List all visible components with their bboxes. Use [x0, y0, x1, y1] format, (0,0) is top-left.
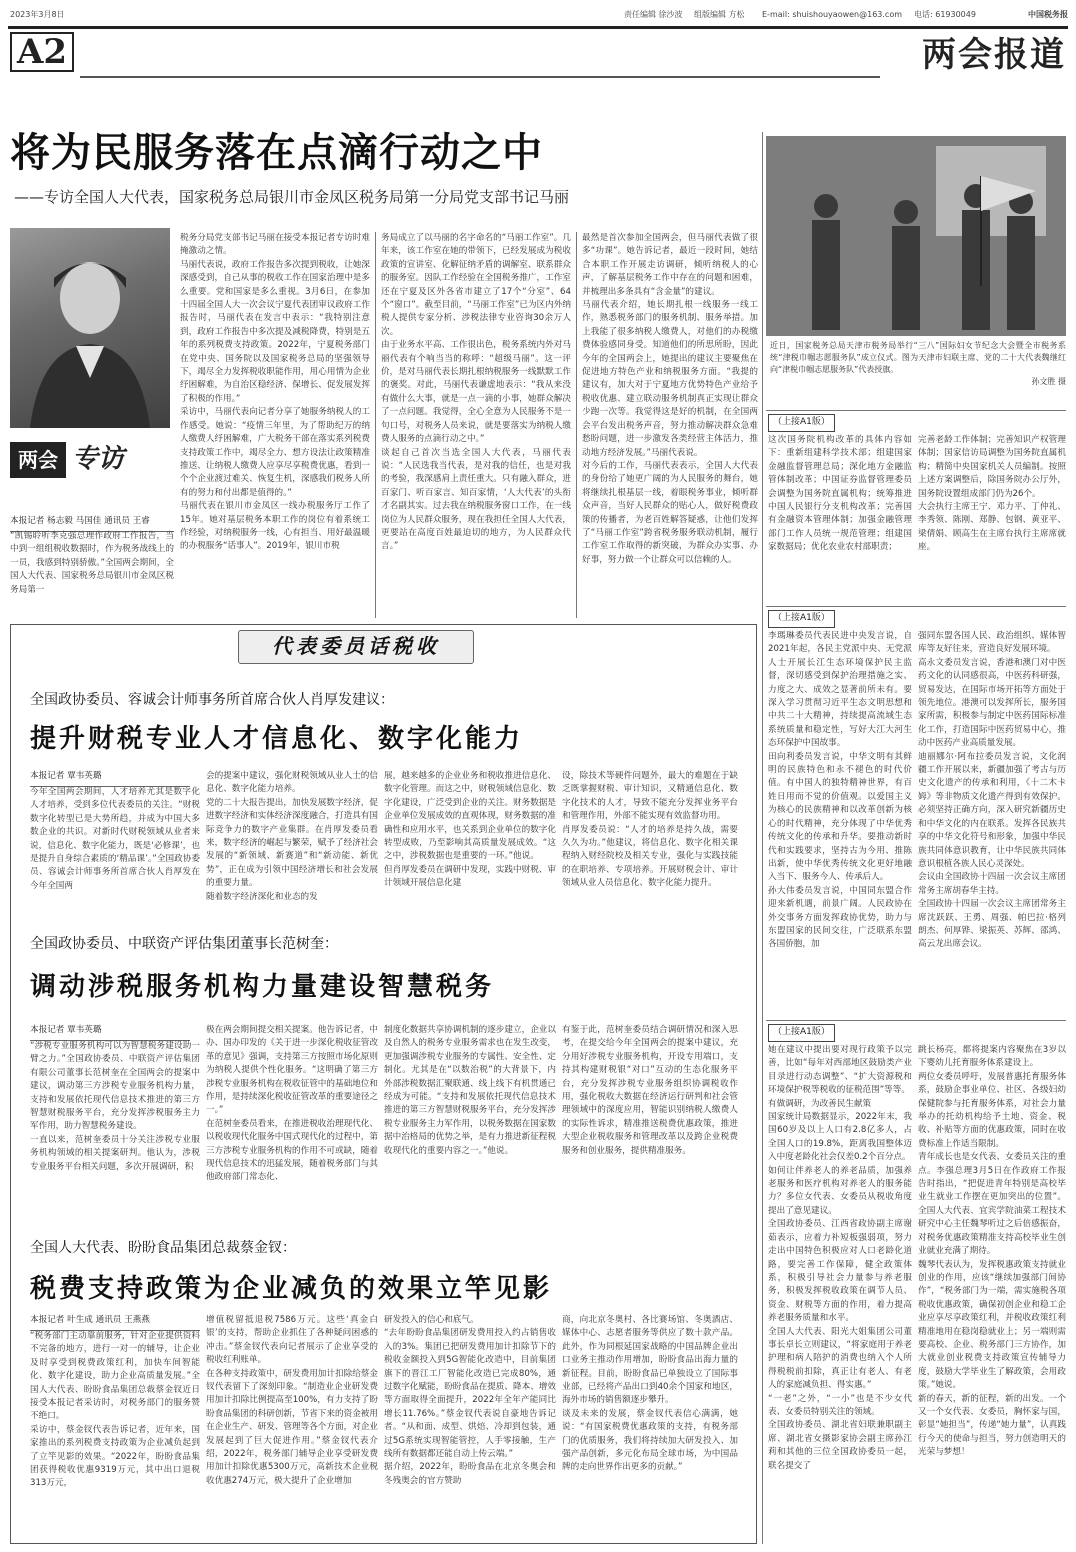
section-rule: [766, 606, 1066, 607]
item-1-intro: 全国政协委员、容诚会计师事务所首席合伙人肖厚发建议：: [30, 692, 394, 708]
right-story-1-col-b: 完善老龄工作体制；完善知识产权管理体制；国家信访局调整为国务院直属机构；精简中央国家机关人员编制。按照上述方案调整后，除国务院办公厅外，国务院设置组成部门仍为26个。 大会执行主席王宁、邓力平、丁仲礼、李秀领、陈刚、郑静、包钢、黄亚平、梁倩娟、顾高生在主席台执行主席席就座。: [918, 435, 1066, 553]
forum-banner: 代表委员话税收: [238, 630, 474, 664]
continuation-label: [768, 1024, 835, 1046]
item-2-col-2: 极在两会期间提交相关提案。他告诉记者，中办、国办印发的《关于进一步深化税收征管改革的意见》强调，支持第三方按照市场化原则为纳税人提供个性化服务。“这明确了第三方涉税专业服务机构在税收征管中的基础地位和作用，是持续深化税收征管改革的重要途径之一。” 在范树奎委员看来，在推进税收治理现代化、以税收现代化服务中国式现代化的过程中，第三方涉税专业服务机构的作用不可或缺，随着现代信息技术的迅猛发展，随着税务部门与其他政府部门常态化、: [206, 1025, 378, 1183]
item-3-intro: 全国人大代表、盼盼食品集团总裁蔡金钗：: [30, 1240, 296, 1256]
item-3-col-1: “税务部门主动靠前服务，针对企业提供资料不完备的地方，进行一对一的辅导，让企业及时享受到税费政策红利，加快车间智能化、数字化建设，助力企业高质量发展。”全国人大代表、盼盼食品集团总裁蔡金钗近日接受本报记者采访时，对税务部门的服务赞不绝口。 采访中，蔡金钗代表告诉记者，近年来，国家推出的系列税费支持政策为企业减负起到了立竿见影的效果。“2022年，盼盼食品集团获得税收优惠9319万元，其中出口退税313万元，: [30, 1331, 200, 1489]
issue-date: 2023年3月8日: [10, 10, 65, 19]
caption-text: 近日，国家税务总局天津市税务局举行“三八”国际妇女节纪念大会暨全市税务系统“津税巾帼志愿服务队”成立仪式。图为天津市妇联主席、党的二十大代表魏继红向“津税巾帼志愿服务队”代表授旗。: [770, 341, 1066, 374]
right-story-3-col-b: 跳长杨亮，都将提案内容聚焦在3岁以下婴幼儿托育服务体系建设上。 两位女委员呼吁，发展普惠托育服务体系，鼓励企事业单位、社区、各级妇幼保健院参与托育服务体系，对社会力量举办的托幼机构给予土地、资金、税收、补贴等方面的优惠政策，同时在收费标准上作适当限制。 青年成长也是女代表、女委员关注的重点。李强总理3月5日在作政府工作报告时指出，“把促进青年特别是高校毕业生就业工作摆在更加突出的位置”。全国人大代表、宜宾学院油菜工程技术研究中心主任魏琴听过之后倍感振奋，对税务优惠政策精准支持高校毕业生创业就业充满了期待。 魏琴代表认为，发挥税惠政策支持就业创业的作用，应该“继续加强部门间协作”，“税务部门为一端，需实施税各项税收优惠政策，确保初创企业和稳工企业应享尽享政策红利，并税收政策红利精准地用在稳岗稳就业上；另一端则需要高校、企业、税务部门三方协作，加大就业创业税费支持政策宣传辅导力度，鼓励大学毕业生了解政策，会用政策。”她说。 新的春天，新的征程，新的出发。一个又一个女代表、女委员，胸怀家与国，彰显“她担当”，传递“她力量”，认真践行今天的使命与担当，努力创造明天的光荣与梦想！: [918, 1045, 1066, 1458]
paper-name: 中国税务报: [1028, 10, 1068, 19]
lead-column-4: 最然是首次参加全国两会，但马丽代表做了很多“功课”。她告诉记者，最近一段时间，她结合本职工作开展走访调研，倾听纳税人的心声，了解基层税务工作中存在的问题和困难，并梳理出多条具有“含金量”的建议。 马丽代表介绍，她长期扎根一线服务一线工作，熟悉税务部门的服务机制、服务举措。加上我能了很多纳税人缴费人，对他们的办税缴费体验感同身受。知道他们的所思所盼，因此今年的全国两会上，她提出的建议主要聚焦在促进地方特色产业和纳税服务方面。“我提的建议有，加大对于宁夏地方优势特色产业给予税收优惠、建立联动服务机制真正实现让群众少跑一次等。我觉得这是好的机制，在全国两会平台发出税务声音，努力推动解决群众急难愁盼问题，进一步激发各类经营主体活力，推动地方经济发展。”马丽代表说。 对今后的工作，马丽代表表示，全国人大代表的身份给了她更广阔的为人民服务的舞台，她将继续扎根基层一线，着眼税务事业，倾听群众声音，当好人民群众的贴心人，做好税费政策的传播者，为老百姓解答疑惑，让他们发挥了“马丽工作室”跨省税务服务联动机制，履行工作室工作取得的新突破，为群众办实事、办好事，努力做一个让群众可以信赖的人。: [582, 233, 758, 565]
portrait-photo: [10, 228, 170, 428]
designer-credit: 组版编辑 方松: [694, 10, 745, 19]
section-title: 两会报道: [922, 35, 1066, 75]
news-photo: [766, 136, 1066, 336]
section-rule: [766, 410, 1066, 411]
lead-byline: 本报记者 杨志毅 马国佳 通讯员 王睿: [10, 515, 174, 532]
header-rule: [80, 76, 880, 78]
label-text: （上接A1版）: [768, 414, 835, 432]
item-1-title: 提升财税专业人才信息化、数字化能力: [30, 724, 524, 754]
item-1-col-3: 展，越来越多的企业业务和税收推进信息化、数字化管理。而这之中，财税领域信息化、数字化建设，广泛受到企业的关注。财务数据是企业单位发展成效的直观体现，财务数据的准确性和应用水平，也关系到企业单位的数字化转型成败，乃至影响其高质量发展成效。“这之中，涉税数据也是重要的一环。”他说。 但肖厚发委员在调研中发现，实践中财税、审计领域开展信息化建: [384, 771, 556, 889]
item-1-col-4: 设，除技术等硬件问题外，最大的难题在于缺乏既掌握财税、审计知识，又精通信息化、数字化技术的人才，导致不能充分发挥业务平台和管理作用，外部不能实现有效监督功用。 肖厚发委员说：“人才的培养是持久战，需要久久为功。”他建议，将信息化、数字化相关课程纳入财经院校及相关专业，强化与实践技能的在职培养、专项培养。开展财税会计、审计领域从业人员信息化、数字化能力提升。: [562, 771, 738, 889]
item-2-col-3: 制度化数据共享协调机制的逐步建立，企业以及自然人的税务专业服务需求也在发生改变，更加强调涉税专业服务的专属性、安全性、定制化。尤其是在“以数治税”的大背景下，内外部涉税数据汇聚联通、线上线下有机贯通已经成为可能。“支持和发展依托现代信息技术推进的第三方智慧财税服务平台，充分发挥涉税专业服务主力军作用，以税务数据在国家数据中治格局的优势之举，是有力推进新征程税收现代化的重要内容之一。”他说。: [384, 1025, 556, 1156]
right-story-3-col-a: 她在建议中提出要对现行政策予以完善，比如“每年对西部地区鼓励类产业目录进行动态调整”、“扩大资源税和环境保护税等税收的征税范围”等等。 有做调研，为改善民生献策 国家统计局数据显示，2022年末，我国60岁及以上人口有2.8亿多人，占全国人口的19.8%，距离我国整体迈入中度老龄化社会仅差0.2个百分点。 如何让伴养老人的养老品质，加强养老服务和医疗机构对养老人的服务能力？多位女代表、女委员从税收角度提出了意见建议。 全国政协委员、江西省政协副主席谢茹表示，应着力补短板强弱项，努力走出中国特色积极应对人口老龄化道路，要完善工作保障，健全政策体系，积极引导社会力量参与养老服务，积极发挥税收政策在调节人员、资金、财税等方面的作用，着力提高养老服务质量和水平。 全国人大代表、阳光大姐集团公司董事长卓长立则建议，“将家庭用于养老护理和病人陪护的消费也纳入个人所得税税前扣除，真正让有老人、有老人的家庭减负担、得实惠。” “一老”之外，“一小”也是不少女代表、女委员特别关注的领域。 全国政协委员、湖北省妇联兼职副主席、湖北省女摄影家协会副主席孙江莉和其他的三位全国政协委员一起，联名提交了: [768, 1045, 912, 1471]
right-story-1-col-a: 这次国务院机构改革的具体内容如下：重新组建科学技术部；组建国家金融监督管理总局；深化地方金融监管体制改革；中国证券监督管理委员会调整为国务院直属机构；统筹推进中国人民银行分支机构改革；完善国有金融资本管理体制；加强金融管理部门工作人员统一规范管理；组建国家数据局；优化农业农村部职责；: [768, 435, 912, 553]
right-column-divider: [762, 132, 763, 1544]
photo-figures: [766, 136, 1066, 336]
email-contact: E-mail: shuishouyaowen@163.com: [762, 10, 903, 19]
item-3-col-3: 研发投入的信心和底气。 “去年盼盼食品集团研发费用投入约占销售收入的3%。集团已把研发费用加计扣除节下的税收金额投入到5G智能化改造中，目前集团旗下的晋江工厂智能化改造已完成80%，通过数字化赋能，盼盼食品在提质、降本、增效等方面取得全面提升，2022年全年产能同比增长11.76%。”蔡金钗代表说自豪地告诉记者。“从和面、成型、烘焙、冷却到包装，通过5G系统实现智能管控，人手零接触，生产线所有数据都还能自动上传云端。” 据介绍，2022年，盼盼食品在北京冬奥会和冬残奥会的官方赞助: [384, 1315, 556, 1486]
portrait-figure: [10, 228, 170, 428]
lead-column-2: 税务分局党支部书记马丽在接受本报记者专访时难掩激动之情。 马丽代表说，政府工作报告多次提到税收，让她深深感受到，自己从事的税收工作在国家治理中是多么重要。党和国家是多么重视。3月6日，在参加十四届全国人大一次会议宁夏代表团审议政府工作报告时，马丽代表在发言中表示：“我特别注意到，政府工作报告中多次提及减税降费，特别是五年的系列税费支持政策。2022年，宁夏税务部门在党中央、国务院以及国家税务总局的坚强领导下，竭尽全力发挥税收职能作用，用心用情为企业纾困解难，为自治区稳经济、保增长、促发展发挥了积极的作用。” 采访中，马丽代表向记者分享了她服务纳税人的工作感受。她说：“疫情三年里，为了帮助纪万的纳人缴费人纾困解难，广大税务干部在落实系列税费支持政策工作中，竭尽全力、想方设法让政策精准推送、让纳税人缴费人应享尽享税费优惠，看到一个个企业渡过难关、恢复生机，深感我们税务人所有的努力和付出都是值得的。” 马丽代表在银川市金凤区一线办税服务厅工作了15年。她对基层税务本职工作的岗位有着系统工作经验，对纳税服务一线，心有担当、用好最温暖的办税服务“话事人”。2019年，银川市税: [180, 233, 370, 552]
column-divider: [576, 232, 577, 618]
item-1-byline: 本报记者 覃韦英璐: [30, 770, 190, 787]
badge-part-b: 专访: [72, 444, 125, 475]
interview-badge: [10, 438, 168, 482]
lead-subhead: ——专访全国人大代表，国家税务总局银川市金凤区税务局第一分局党支部书记马丽: [14, 188, 570, 206]
continuation-label: [768, 610, 835, 632]
item-1-col-2: 会的提案中建议，强化财税领域从业人士的信息化、数字化能力培养。 党的二十大报告提出，加快发展数字经济，促进数字经济和实体经济深度融合，打造具有国际竞争力的数字产业集群。在肖厚发委员看来，数字经济的崛起与繁荣，赋予了经济社会发展的“新领域、新赛道”和“新动能、新优势”，正在成为引领中国经济增长和社会发展的重要力量。 随着数字经济深化和业态的发: [206, 771, 378, 902]
item-3-title: 税费支持政策为企业减负的效果立竿见影: [30, 1274, 553, 1304]
item-2-intro: 全国政协委员、中联资产评估集团董事长范树奎：: [30, 936, 338, 952]
photo-caption: [770, 340, 1066, 388]
item-3-col-2: 增值税留抵退税7586万元。这些‘真金白银’的支持，帮助企业抓住了各种疑问困惑的冲击。”蔡金钗代表向记者展示了企业享受的税收红利账单。 在各种支持政策中，研发费用加计扣除给蔡金钗代表留下了深刻印象。“制造业企业研发费用加计扣除比例提高至100%，有力支持了盼盼食品集团的科研创新，节省下来的资金被用在企业生产、研发、管理等各个方面，对企业发展起到了巨大促进作用。”蔡金钗代表介绍，2022年，税务部门辅导企业享受研发费用加计扣除优惠5300万元，高新技术企业税收优惠274万元，极大提升了企业增加: [206, 1315, 378, 1486]
item-3-col-4: 商，向北京冬奥村、各比赛场馆、冬奥酒店、媒体中心、志愿者服务等供应了数十款产品。此外，作为同根延国家战略的中国品牌企业出口业务主推动作用增加，盼盼食品出海力量的新征程。目前，盼盼食品已单独设立了国际事业部，已经将产品出口到40余个国家和地区，海外市场的销售额逐步攀升。 谈及未来的发展，蔡金钗代表信心满满，她说：“有国家税费优惠政策的支持，有税务部门的优质服务，我们将持续加大研发投入、加强产品创新，多元化布局全球市场，为中国品牌的走向世界作出更多的贡献。”: [562, 1315, 738, 1473]
label-text: （上接A1版）: [768, 610, 835, 628]
masthead-bar: [10, 6, 1068, 24]
masthead-rule: [8, 26, 1068, 29]
item-2-byline: 本报记者 覃韦英璐: [30, 1024, 190, 1041]
editor-credit: 责任编辑 徐沙波: [624, 10, 683, 19]
photo-credit: 孙文胜 摄: [1031, 377, 1066, 386]
badge-part-a: 两会: [10, 442, 66, 478]
lead-column-1: “凯锡聆听李克强总理作政府工作报告，当中到一组组税收数据时，作为税务战线上的一员，我感到特别骄傲。”全国两会期间，全国人大代表、国家税务总局银川市金凤区税务局第一: [10, 531, 174, 595]
item-1-col-1: 今年全国两会期间，人才培养尤其是数字化人才培养，受到多位代表委员的关注。“财税数字化转型已是大势所趋，并成为中国大多数企业的共识。对新时代财税领域从业者来说，信息化、数字化能力，既是‘必修课’，也是提升自身综合素质的‘精品课’。”全国政协委员、容诚会计师事务所首席合伙人肖厚发在今年全国两: [30, 787, 200, 891]
label-text: （上接A1版）: [768, 1024, 835, 1042]
phone-contact: 电话: 61930049: [914, 10, 976, 19]
item-2-title: 调动涉税服务机构力量建设智慧税务: [30, 972, 495, 1002]
item-2-col-4: 有鉴于此，范树奎委员结合调研情况和深入思考，在提交给今年全国两会的提案中建议，充分用好涉税专业服务机构，开设专用端口，支持其构建财税银“对口”互动的生态化服务平台，充分发挥涉税专业服务组织协调税收作用，强化税收大数据在经济运行研判和社会管理领域中的深度应用，智能识别纳税人缴费人的实际性诉求，精准推送税费优惠政策，推进大型企业税收服务和管理改革以及跨企业税费服务和创业服务，提供精准服务。: [562, 1025, 738, 1156]
item-2-col-1: “涉税专业服务机构可以为智慧税务建设助一臂之力。”全国政协委员、中联资产评估集团有限公司董事长范树奎在全国两会的提案中建议，调动第三方涉税专业服务机构力量，支持和发展依托现代信息技术推进的第三方智慧财税服务平台，充分发挥涉税服务主力军作用，助力智慧税务建设。 一直以来，范树奎委员十分关注涉税专业服务机构领域的相关提案研判。他认为，涉税专业服务平台相关问题，多次开展调研，积: [30, 1041, 200, 1172]
item-3-byline: 本报记者 叶生成 通讯员 王燕燕: [30, 1314, 200, 1331]
column-divider: [375, 232, 376, 618]
page-number: A2: [10, 32, 74, 72]
right-story-2-col-b: 强同东盟各国人民、政治组织、媒体智库等友好往来，营造良好发展环境。 高永文委员发言说，香港和澳门对中医药文化的认同感很高，中医药科研强，贸易发达，在国际市场开拓等方面处于领先地位。港澳可以发挥所长，服务国家所需，积极参与制定中医药国际标准化工作，打造国际中医药贸易中心，推动中医药产业高质量发展。 迪丽娜尔·阿布拉委员发言说，文化润疆工作开展以来，新疆加强了考古与历史文化遗产的传承和利用，《十二木卡姆》等非物质文化遗产得到有效保护。必须坚持正确方向，深入研究新疆历史和中华文化的内在联系。发挥各民族共享的中华文化符号和形象，加强中华民族共同体意识教育，让中华民族共同体意识根植各族人民心灵深处。 会议由全国政协十四届一次会议主席团常务主席胡春华主持。 全国政协十四届一次会议主席团常务主席沈跃跃、王勇、周强、帕巴拉·格列朗杰、何厚铧、梁振英、苏辉、邵鸿、高云龙出席会议。: [918, 631, 1066, 950]
right-story-2-col-a: 李瑪琳委员代表民进中央发言说，自2021年起，各民主党派中央、无党派人士开展长江生态环境保护民主监督，深切感受到保护治理措施之实、力度之大、成效之显著前所未有。要深入学习贯彻习近平生态文明思想和中共二十大精神，持续提高流域生态系统质量和稳定性，写好大江大河生态环保护中国故事。 田向利委员发言说，中华文明有其鲜明的民族特色和永不褪色的时代价值。有中国人的独特精神世界，有百姓日用而不觉的价值观。以爱国主义为核心的民族精神和以改革创新为核心的时代精神，充分体现了中华优秀传统文化的传承和升华。要推动新时代和实践要求，坚持古为今用、推陈出新，使中华优秀传统文化更好地融入当下、服务今人、传承后人。 孙大伟委员发言说，中国同东盟合作迎来新机遇，前景广阔。人民政协在外交事务方面发挥政协优势，助力与东盟国家的民间交往，广泛联系东盟各国侨胞，加: [768, 631, 912, 950]
lead-headline: 将为民服务落在点滴行动之中: [10, 130, 543, 176]
section-rule: [766, 1020, 1066, 1021]
continuation-label: [768, 414, 835, 436]
lead-column-3: 务局成立了以马丽的名字命名的“马丽工作室”。几年来，该工作室在她的带领下，已经发展成为税收政策的宣讲室、化解征纳矛盾的调解室、联系群众的服务室。因队工作经验在全国税务推广，工作室还在宁夏及区外各省市建立了17个“分室”、64个“窗口”。截至目前，“马丽工作室”已为区内外纳税人提供专家分析、涉税法律专业咨询30余万人次。 由于业务水平高、工作很出色，税务系统内外对马丽代表有个响当当的称呼：“超级马丽”。这一评价，是对马丽代表长期扎根纳税服务一线默默工作的褒奖。对此，马丽代表谦虚地表示：“我从来没有做什么大事，就是一点一滴的小事，她群众解决了一点问题。我觉得，全心全意为人民服务不是一句口号，对税务人员来说，就是要落实为纳税人缴费人服务的点滴行动之中。” 谈起自己首次当选全国人大代表，马丽代表说：“人民选我当代表，是对我的信任，也是对我的考验，我深感肩上责任重大。只有融入群众，进百家门、听百家言、知百家情，‘人大代表’的头衔才名副其实。过去我在纳税服务窗口工作，在一线岗位为人民群众服务，现在我担任全国人大代表，更要站在高度百姓最迫切的地方，为人民群众代言。”: [381, 233, 571, 552]
